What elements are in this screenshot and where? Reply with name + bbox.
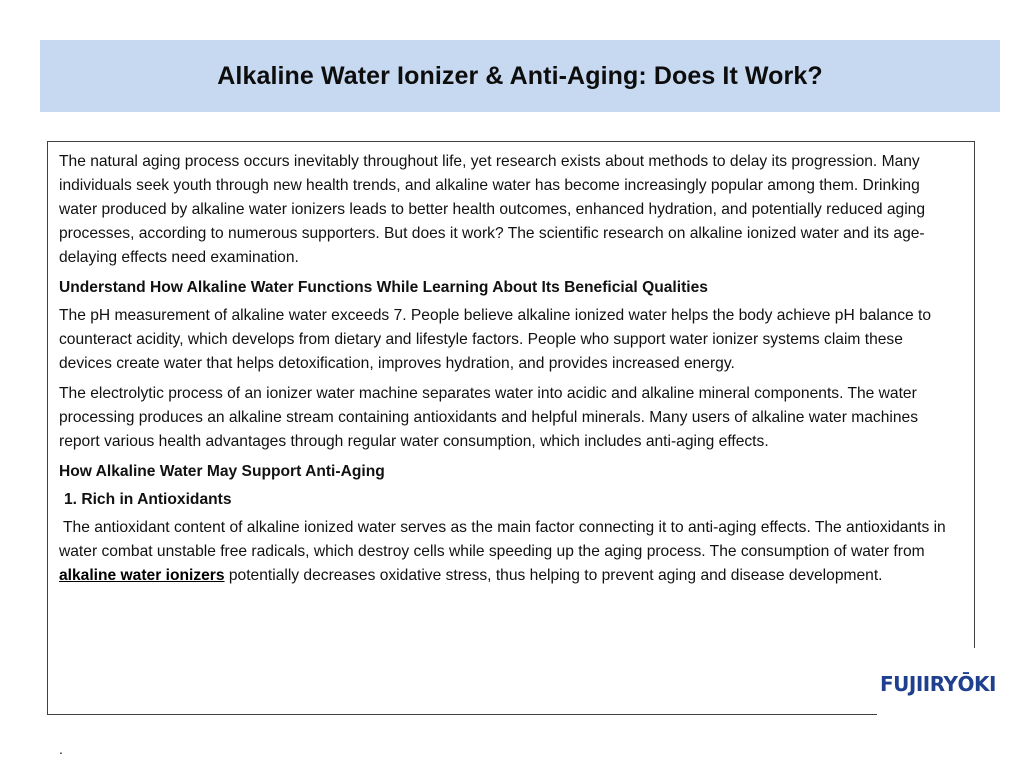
title-bar	[40, 40, 1000, 112]
antioxidant-paragraph	[59, 516, 956, 588]
ph-paragraph: The pH measurement of alkaline water exceeds 7. People believe alkaline ionized water helps the body achieve pH balance to counteract acidity, which develops from dietary and lifestyle factors. People who support water ionizer systems claim these devices create water that helps detoxification, improves hydration, and provides increased energy.	[59, 307, 932, 372]
antioxidant-text-after: potentially decreases oxidative stress, thus helping to prevent aging and disease development.	[224, 567, 883, 584]
brand-logo-text: FUJIIRYŌKI	[880, 672, 996, 696]
section-heading-anti-aging: How Alkaline Water May Support Anti-Aging	[59, 463, 385, 480]
content-box	[47, 141, 975, 715]
section-heading-functions: Understand How Alkaline Water Functions While Learning About Its Beneficial Qualities	[59, 279, 708, 296]
brand-logo	[877, 648, 999, 720]
page-title: Alkaline Water Ionizer & Anti-Aging: Does It Work?	[217, 61, 823, 90]
intro-paragraph: The natural aging process occurs inevitably throughout life, yet research exists about methods to delay its progression. Many individuals seek youth through new health trends, and alkaline water has become increasingly popular among them. Drinking water produced by alkaline water ionizers leads to better health outcomes, enhanced hydration, and potentially reduced aging processes, according to numerous supporters. But does it work? The scientific research on alkaline ionized water and its age-delaying effects need examination.	[59, 153, 926, 266]
electrolytic-paragraph: The electrolytic process of an ionizer water machine separates water into acidic and alkaline mineral components. The water processing produces an alkaline stream containing antioxidants and helpful minerals. Many users of alkaline water machines report various health advantages through regular water consumption, which includes anti-aging effects.	[59, 385, 918, 450]
footer-dot: .	[59, 741, 63, 757]
alkaline-water-ionizers-link[interactable]: alkaline water ionizers	[59, 567, 225, 584]
subheading-antioxidants: 1. Rich in Antioxidants	[64, 491, 232, 508]
antioxidant-text-before: The antioxidant content of alkaline ionized water serves as the main factor connecting it to anti-aging effects. The antioxidants in water combat unstable free radicals, which destroy cells while speeding up the aging process. The consumption of water from	[59, 519, 946, 560]
